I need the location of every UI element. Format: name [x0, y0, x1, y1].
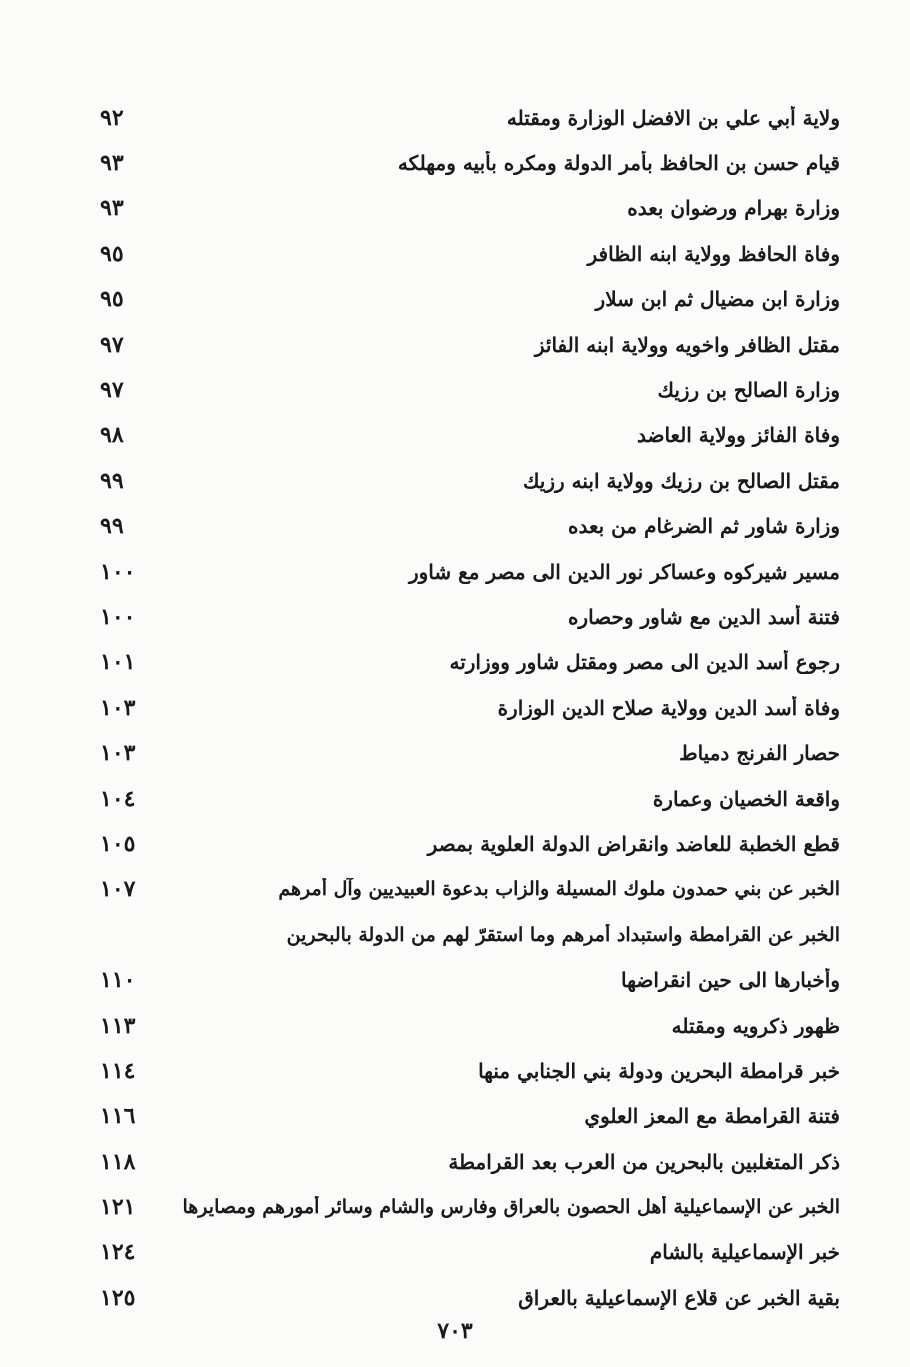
- toc-entry-title: مسير شيركوه وعساكر نور الدين الى مصر مع شاور: [408, 559, 840, 584]
- toc-entry: [60, 1048, 850, 1093]
- toc-entry-page: ١٠٥: [100, 830, 136, 857]
- toc-entry: [60, 730, 850, 775]
- table-of-contents: [60, 95, 850, 1321]
- toc-entry-title: رجوع أسد الدين الى مصر ومقتل شاور ووزارته: [449, 650, 840, 675]
- toc-entry-title: خبر قرامطة البحرين ودولة بني الجنابي منها: [478, 1058, 840, 1083]
- toc-entry: [60, 1275, 850, 1320]
- toc-entry-page: ٩٩: [100, 467, 124, 494]
- toc-entry-title: قطع الخطبة للعاضد وانقراض الدولة العلوية بمصر: [427, 831, 840, 856]
- toc-entry-page: ١٠٣: [100, 694, 136, 721]
- toc-entry: [60, 95, 850, 140]
- toc-entry-page: ١١٠: [100, 967, 136, 994]
- toc-entry-page: ١٢٤: [100, 1239, 136, 1266]
- toc-entry: [60, 1184, 850, 1229]
- toc-entry-page: ٩٧: [100, 331, 124, 358]
- toc-entry-title: وزارة الصالح بن رزيك: [657, 378, 840, 403]
- toc-entry: [60, 821, 850, 866]
- toc-entry-page: ١٠٧: [100, 876, 136, 903]
- toc-entry: [60, 912, 850, 957]
- toc-entry-page: ١١٣: [100, 1012, 136, 1039]
- toc-entry-page: ١٢١: [100, 1194, 136, 1221]
- toc-entry-page: ١٠٣: [100, 740, 136, 767]
- toc-entry-title: وزارة بهرام ورضوان بعده: [627, 196, 840, 221]
- toc-entry-title: ذكر المتغلبين بالبحرين من العرب بعد القرامطة: [448, 1149, 840, 1174]
- toc-entry-page: ١٠٠: [100, 558, 136, 585]
- toc-entry: [60, 322, 850, 367]
- toc-entry: [60, 1230, 850, 1275]
- toc-entry-title: ظهور ذكرويه ومقتله: [671, 1013, 840, 1038]
- toc-entry-title: وزارة ابن مضيال ثم ابن سلار: [595, 287, 840, 312]
- toc-entry: [60, 504, 850, 549]
- toc-entry-title: وزارة شاور ثم الضرغام من بعده: [568, 514, 840, 539]
- toc-entry-title: الخبر عن بني حمدون ملوك المسيلة والزاب بدعوة العبيديين وآل أمرهم: [278, 878, 840, 901]
- toc-entry: [60, 1003, 850, 1048]
- toc-entry-title: وفاة أسد الدين وولاية صلاح الدين الوزارة: [497, 695, 840, 720]
- toc-entry: [60, 140, 850, 185]
- toc-entry-page: ٩٩: [100, 513, 124, 540]
- toc-entry-title: وأخبارها الى حين انقراضها: [621, 968, 840, 993]
- toc-entry-title: الخبر عن القرامطة واستبداد أمرهم وما استقرّ لهم من الدولة بالبحرين: [286, 923, 840, 946]
- toc-entry: [60, 1139, 850, 1184]
- toc-entry: [60, 1094, 850, 1139]
- toc-entry-title: ولاية أبي علي بن الافضل الوزارة ومقتله: [506, 105, 840, 130]
- toc-entry-page: ١١٤: [100, 1057, 136, 1084]
- toc-entry: [60, 776, 850, 821]
- toc-entry-page: ١٠١: [100, 649, 136, 676]
- toc-entry-title: وفاة الحافظ وولاية ابنه الظافر: [587, 241, 840, 266]
- toc-entry-page: ١١٦: [100, 1103, 136, 1130]
- toc-entry: [60, 231, 850, 276]
- toc-entry: [60, 367, 850, 412]
- toc-entry-page: ٩٧: [100, 377, 124, 404]
- toc-entry-page: ١٢٥: [100, 1284, 136, 1311]
- toc-entry: [60, 640, 850, 685]
- toc-entry-title: مقتل الصالح بن رزيك وولاية ابنه رزيك: [522, 468, 840, 493]
- toc-entry: [60, 957, 850, 1002]
- toc-entry-page: ١٠٤: [100, 785, 136, 812]
- toc-entry: [60, 549, 850, 594]
- toc-entry-title: قيام حسن بن الحافظ بأمر الدولة ومكره بأبيه ومهلكه: [397, 151, 840, 176]
- toc-entry-title: مقتل الظافر واخويه وولاية ابنه الفائز: [534, 332, 840, 357]
- toc-entry-title: بقية الخبر عن قلاع الإسماعيلية بالعراق: [518, 1285, 840, 1310]
- toc-entry-title: الخبر عن الإسماعيلية أهل الحصون بالعراق وفارس والشام وسائر أمورهم ومصايرها: [182, 1196, 840, 1219]
- toc-entry: [60, 413, 850, 458]
- toc-entry-page: ٩٨: [100, 422, 124, 449]
- toc-entry-title: فتنة أسد الدين مع شاور وحصاره: [567, 604, 840, 629]
- toc-entry-page: ٩٥: [100, 240, 124, 267]
- toc-entry: [60, 594, 850, 639]
- toc-entry: [60, 867, 850, 912]
- toc-entry-page: ٩٥: [100, 286, 124, 313]
- page-number: ٧٠٣: [437, 1318, 473, 1344]
- toc-entry: [60, 277, 850, 322]
- toc-entry-page: ١١٨: [100, 1148, 136, 1175]
- toc-entry-page: ٩٣: [100, 150, 124, 177]
- toc-entry-title: فتنة القرامطة مع المعز العلوي: [584, 1104, 840, 1129]
- toc-entry-page: ٩٢: [100, 104, 124, 131]
- toc-entry-title: واقعة الخصيان وعمارة: [652, 786, 840, 811]
- toc-entry: [60, 685, 850, 730]
- toc-entry-title: حصار الفرنج دمياط: [679, 741, 840, 766]
- toc-entry-page: ٩٣: [100, 195, 124, 222]
- toc-entry: [60, 458, 850, 503]
- toc-entry-title: وفاة الفائز وولاية العاضد: [636, 423, 840, 448]
- toc-entry-title: خبر الإسماعيلية بالشام: [649, 1240, 840, 1265]
- toc-entry: [60, 186, 850, 231]
- toc-entry-page: ١٠٠: [100, 603, 136, 630]
